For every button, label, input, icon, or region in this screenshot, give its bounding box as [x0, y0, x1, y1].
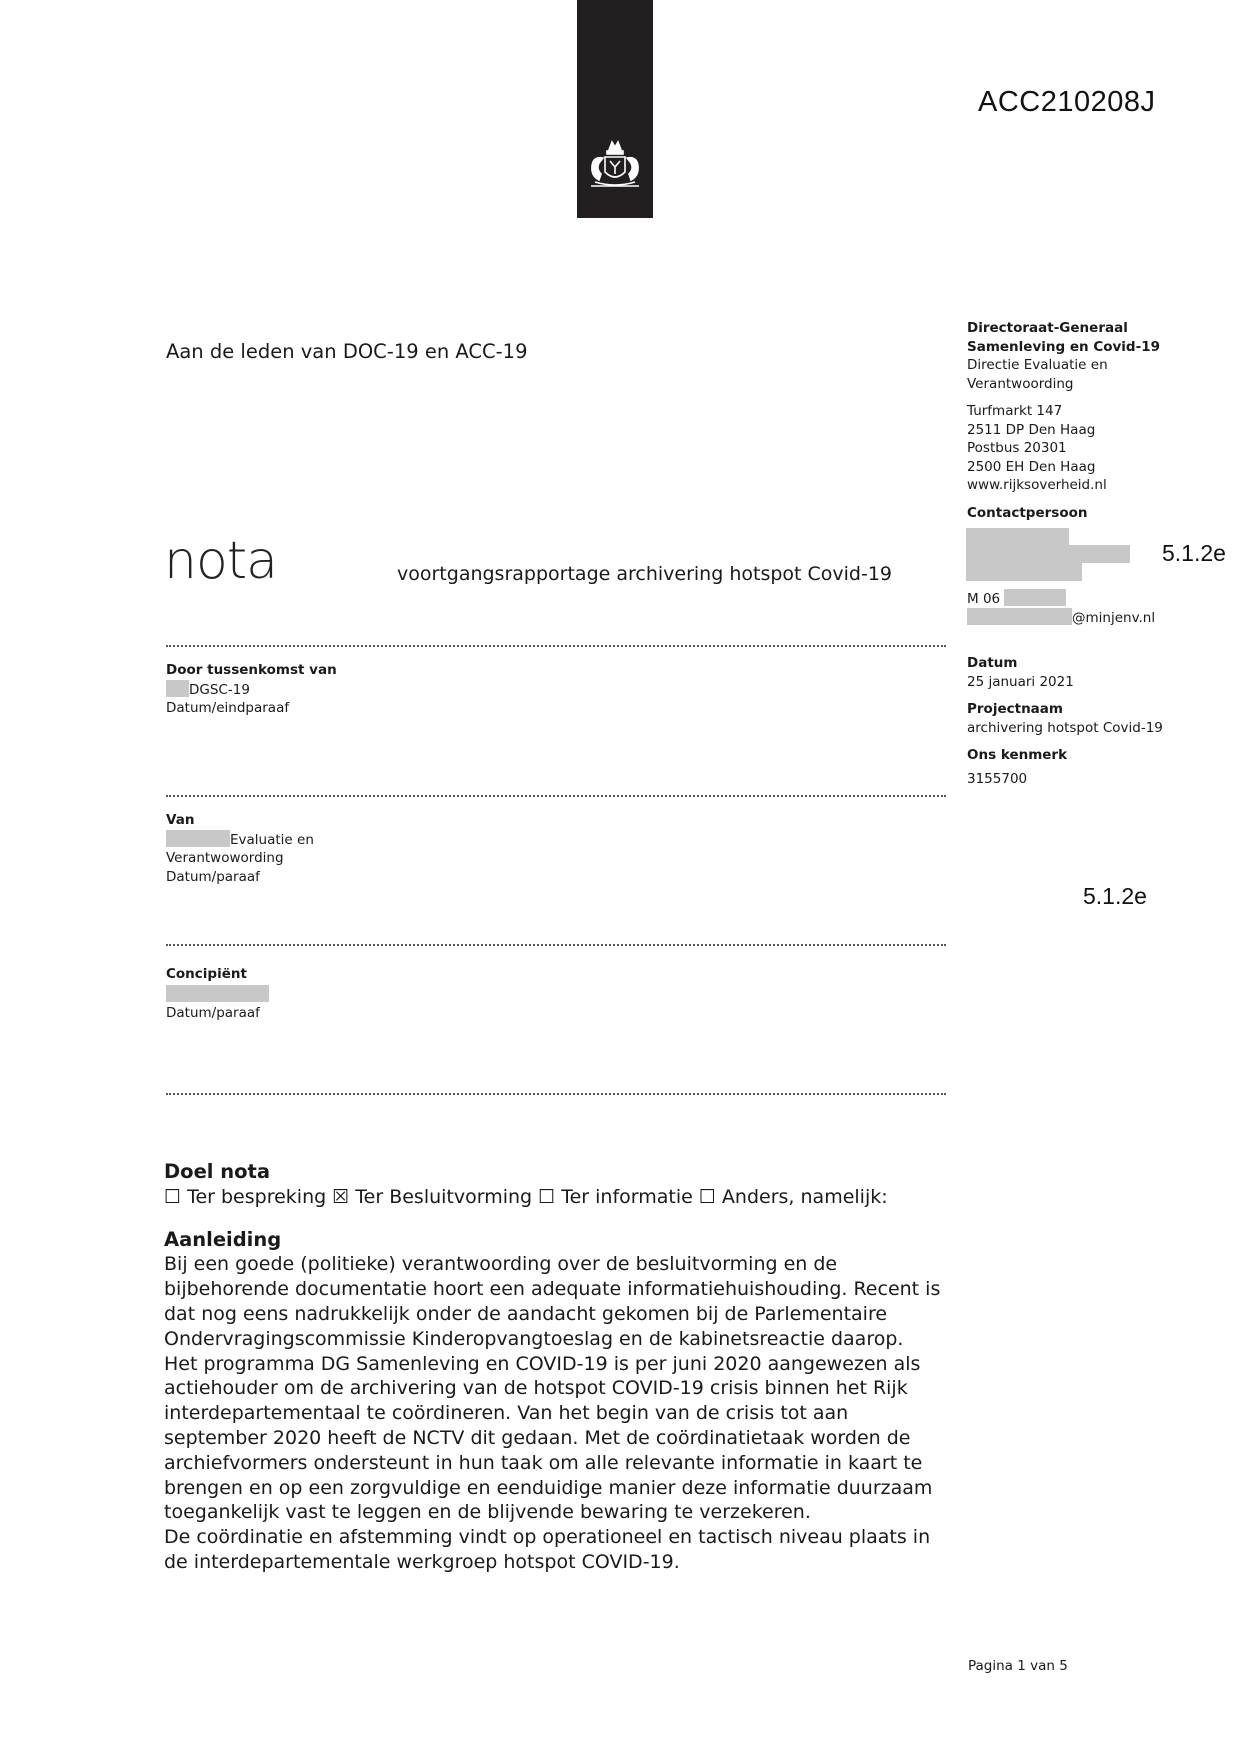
- redaction-block: [166, 680, 189, 697]
- sidebar-info: [967, 319, 1237, 522]
- kenmerk-label: Ons kenmerk: [967, 747, 1068, 763]
- phone-prefix: M 06: [967, 591, 1001, 607]
- address-line: 2511 DP Den Haag: [967, 421, 1096, 438]
- divider: [166, 795, 946, 797]
- page-number: Pagina 1 van 5: [968, 1658, 1068, 1674]
- email-suffix: @minjenv.nl: [1072, 610, 1156, 626]
- block-line: Verantwowording: [166, 850, 284, 866]
- kenmerk-value: 3155700: [967, 770, 1028, 787]
- paragraph-line: Bij een goede (politieke) verantwoording over de besluitvorming en de: [164, 1253, 838, 1276]
- datum-label: Datum: [967, 655, 1018, 671]
- department: Directie Evaluatie en: [967, 357, 1108, 373]
- redaction-code: 5.1.2e: [1083, 883, 1147, 909]
- block-line: Datum/paraaf: [166, 1005, 260, 1021]
- address-line: 2500 EH Den Haag: [967, 458, 1096, 475]
- redaction-block: [966, 545, 1130, 563]
- divider: [166, 1093, 946, 1095]
- paragraph-line: bijbehorende documentatie hoort een adequate informatiehuishouding. Recent is: [164, 1278, 941, 1301]
- block-van: [166, 811, 314, 886]
- paragraph-line: Ondervragingscommissie Kinderopvangtoeslag en de kabinetsreactie daarop.: [164, 1327, 904, 1350]
- block-door-tussenkomst: [166, 661, 337, 718]
- body-text: [164, 1160, 944, 1575]
- block-concipient: [166, 965, 269, 1023]
- redaction-block: [166, 985, 269, 1002]
- divider: [166, 645, 946, 647]
- address-line: Postbus 20301: [967, 440, 1067, 456]
- doel-heading: Doel nota: [164, 1160, 271, 1183]
- paragraph-line: De coördinatie en afstemming vindt op operationeel en tactisch niveau plaats in: [164, 1526, 931, 1549]
- block-line: Datum/paraaf: [166, 868, 260, 885]
- org-name-2: Samenleving en Covid-19: [967, 338, 1160, 355]
- email-line: [967, 608, 1237, 628]
- block-label: Concipiënt: [166, 966, 247, 982]
- paragraph-line: brengen en op een zorgvuldige en eenduidige manier deze informatie duurzaam: [164, 1476, 933, 1499]
- paragraph-line: archiefvormers ondersteunt in hun taak om alle relevante informatie in kaart te: [164, 1451, 923, 1474]
- block-line: DGSC-19: [189, 681, 250, 698]
- contact-label: Contactpersoon: [967, 504, 1088, 521]
- redaction-block: [1004, 589, 1066, 606]
- project-value: archivering hotspot Covid-19: [967, 719, 1163, 736]
- org-name: Directoraat-Generaal: [967, 320, 1128, 336]
- block-line: Datum/eindparaaf: [166, 700, 290, 716]
- subject-line: voortgangsrapportage archivering hotspot Covid-19: [397, 563, 893, 585]
- address-line: Turfmarkt 147: [967, 403, 1063, 419]
- block-label: Door tussenkomst van: [166, 662, 337, 678]
- phone-line: [967, 589, 1237, 609]
- document-code: ACC210208J: [978, 86, 1156, 118]
- redaction-block: [967, 608, 1072, 625]
- doel-options: ☐ Ter bespreking ☒ Ter Besluitvorming ☐ Ter informatie ☐ Anders, namelijk:: [164, 1185, 888, 1208]
- paragraph-line: dat nog eens nadrukkelijk onder de aandacht gekomen bij de Parlementaire: [164, 1302, 888, 1325]
- redaction-block: [966, 563, 1082, 581]
- paragraph-line: toegankelijk vast te leggen en de blijvende bewaring te verzekeren.: [164, 1501, 811, 1524]
- divider: [166, 944, 946, 946]
- redaction-block: [966, 528, 1069, 546]
- block-label: Van: [166, 812, 195, 828]
- department-2: Verantwoording: [967, 375, 1074, 392]
- datum-value: 25 januari 2021: [967, 673, 1074, 690]
- website-link[interactable]: www.rijksoverheid.nl: [967, 477, 1107, 493]
- government-logo: [577, 0, 653, 218]
- sidebar-meta: [967, 654, 1237, 788]
- paragraph-line: september 2020 heeft de NCTV dit gedaan. Met de coördinatietaak worden de: [164, 1426, 911, 1449]
- aanleiding-heading: Aanleiding: [164, 1227, 282, 1251]
- coat-of-arms-icon: [577, 136, 653, 206]
- paragraph-line: interdepartementaal te coördineren. Van het begin van de crisis tot aan: [164, 1402, 849, 1425]
- redaction-code: 5.1.2e: [1162, 540, 1226, 566]
- paragraph-line: actiehouder om de archivering van de hotspot COVID-19 crisis binnen het Rijk: [164, 1377, 908, 1400]
- paragraph-line: de interdepartementale werkgroep hotspot COVID-19.: [164, 1550, 680, 1573]
- block-line: Evaluatie en: [230, 831, 314, 848]
- recipient-line: Aan de leden van DOC-19 en ACC-19: [166, 340, 528, 363]
- document-type-title: nota: [164, 531, 278, 591]
- redaction-block: [166, 830, 230, 847]
- paragraph-line: Het programma DG Samenleving en COVID-19 is per juni 2020 aangewezen als: [164, 1352, 921, 1375]
- project-label: Projectnaam: [967, 701, 1063, 717]
